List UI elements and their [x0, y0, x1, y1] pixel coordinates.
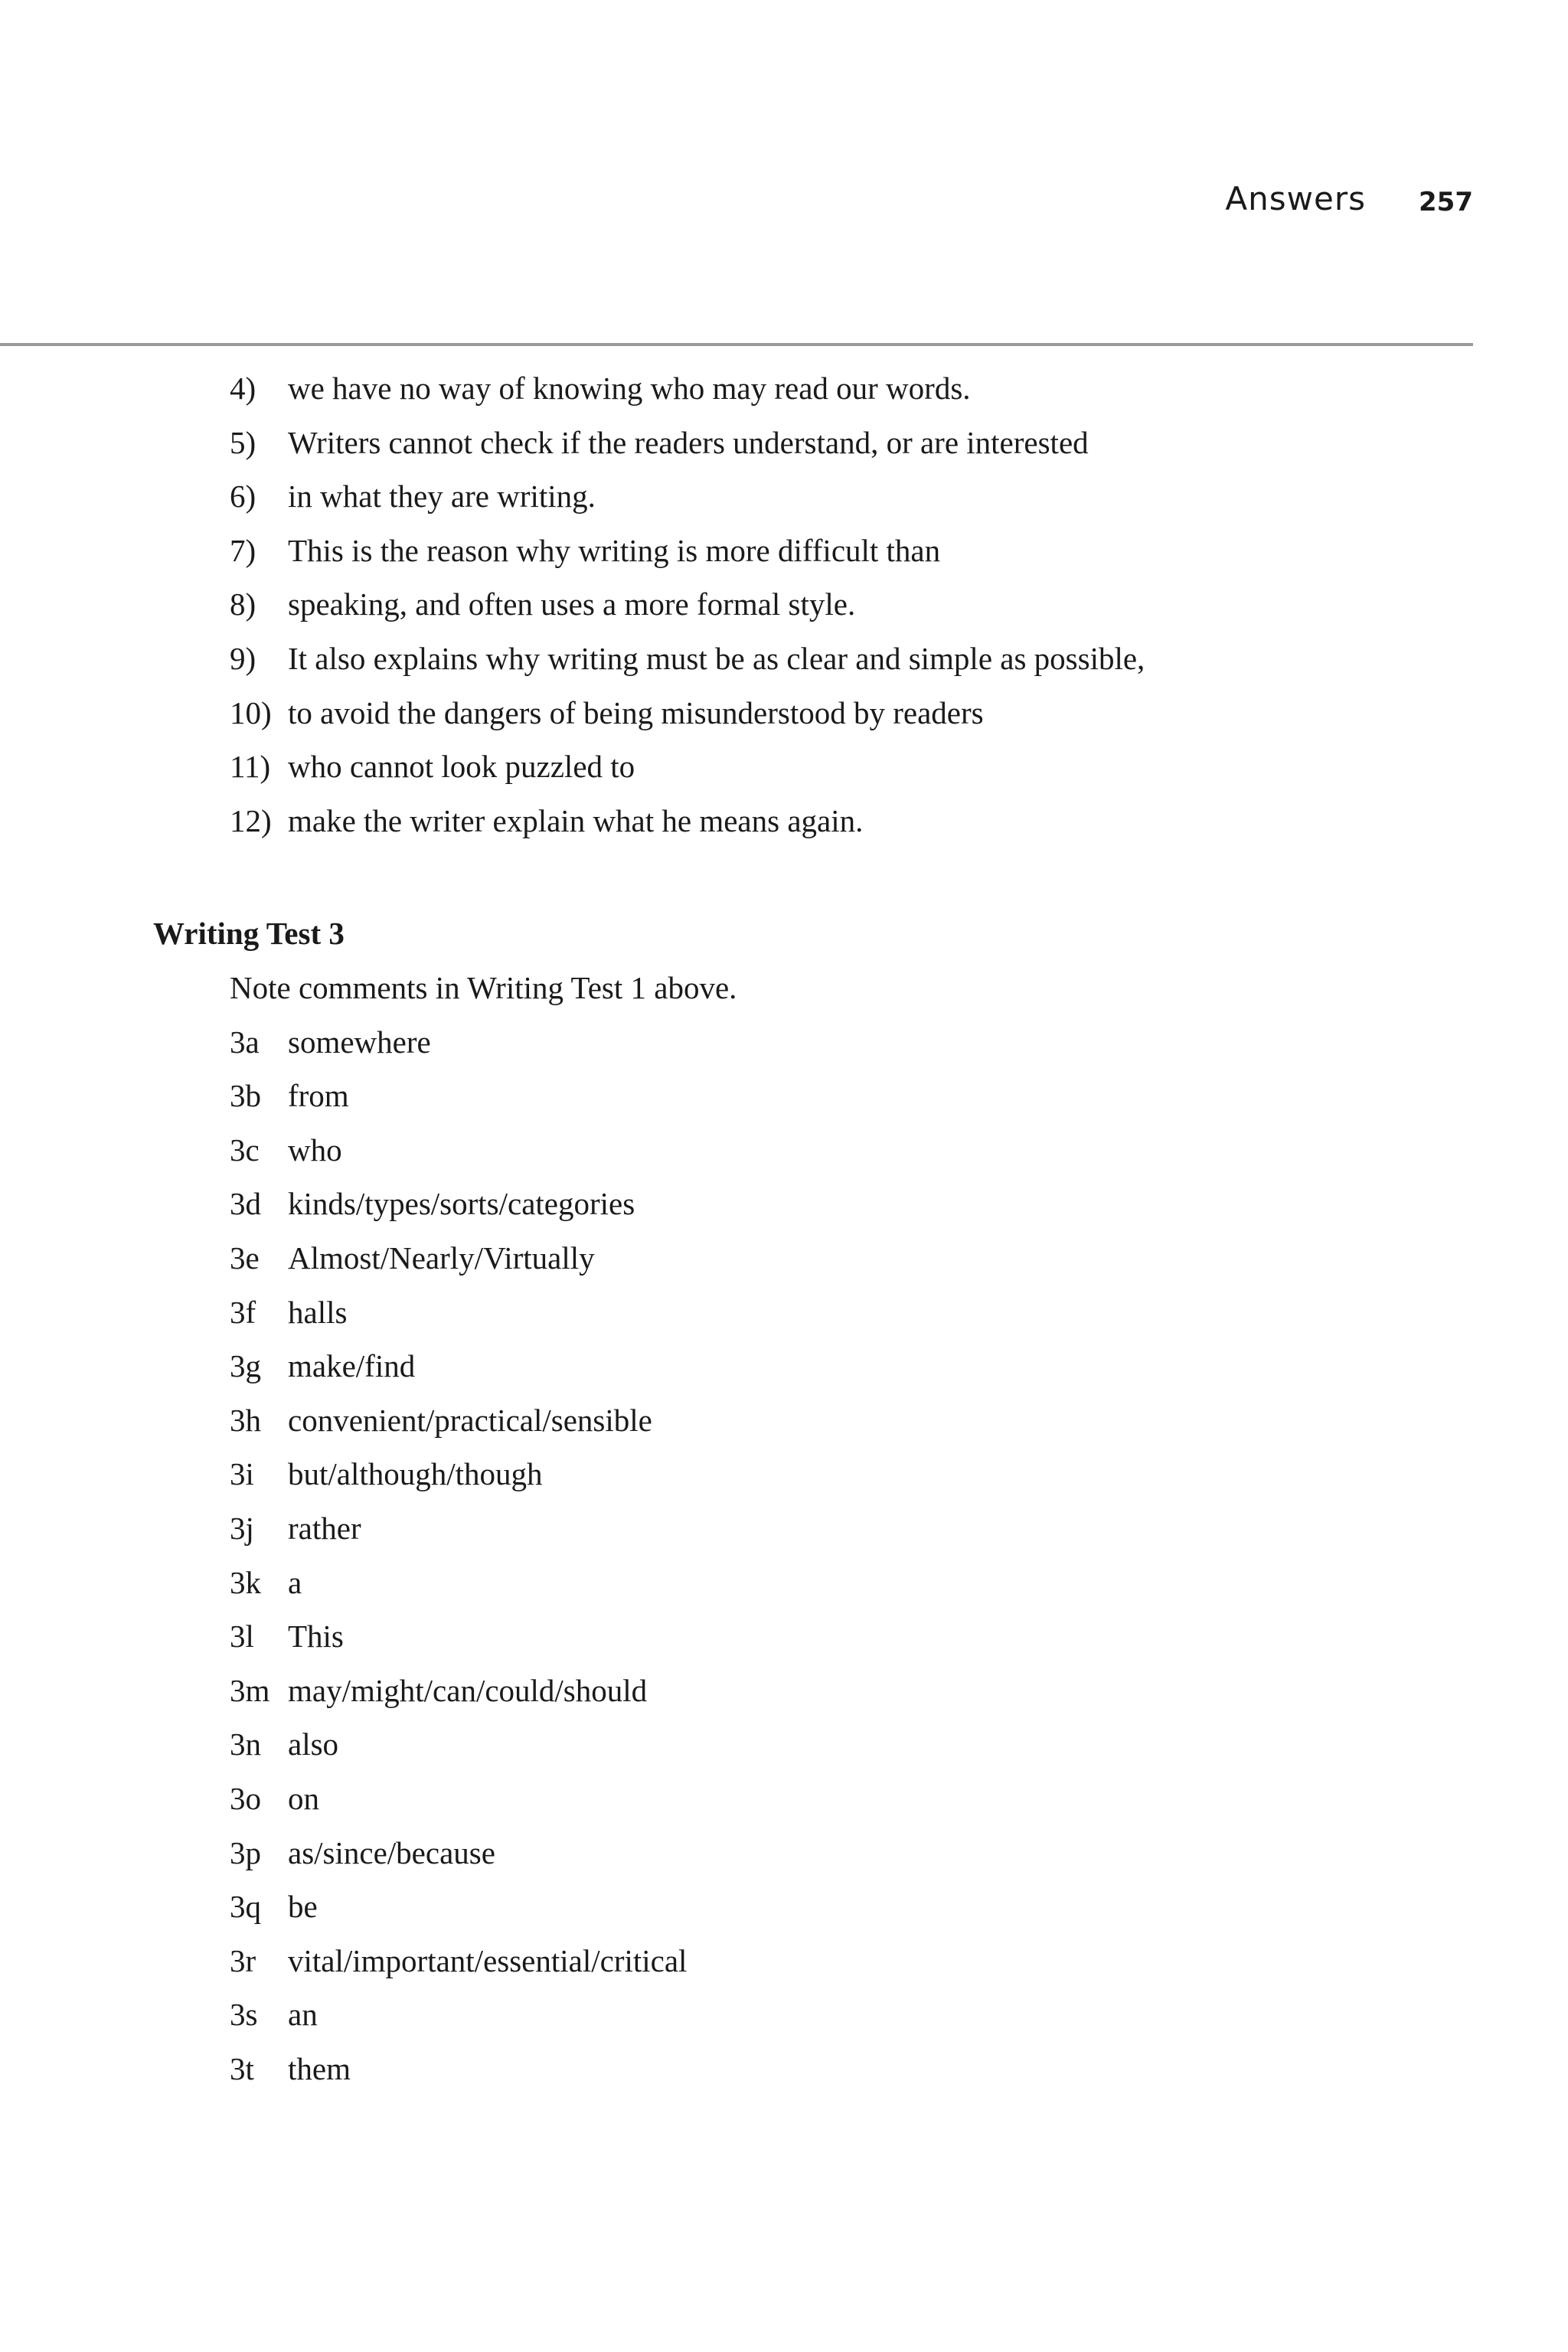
- answer-item: [230, 1339, 737, 1393]
- answer-text: as/since/because: [288, 1834, 495, 1870]
- line-text: in what they are writing.: [288, 479, 596, 514]
- answer-text: Almost/Nearly/Virtually: [288, 1240, 595, 1276]
- answer-text: halls: [288, 1294, 348, 1330]
- answer-text: from: [288, 1078, 349, 1114]
- answer-item: [230, 1447, 737, 1501]
- list-item: [230, 632, 1145, 686]
- list-item: [230, 794, 1145, 848]
- answer-key: 3c: [230, 1132, 260, 1168]
- answer-key: 3s: [230, 1997, 258, 2033]
- answer-item: [230, 2042, 737, 2096]
- answer-key: 3d: [230, 1186, 261, 1222]
- answer-text: a: [288, 1564, 302, 1600]
- writing-test-3-body: [230, 961, 737, 2096]
- line-number: 4): [230, 371, 256, 406]
- section-heading-writing-test-3: Writing Test 3: [153, 916, 345, 951]
- line-text: who cannot look puzzled to: [288, 749, 635, 785]
- answer-key: 3g: [230, 1348, 261, 1384]
- section-note: Note comments in Writing Test 1 above.: [230, 970, 737, 1005]
- answer-text: This: [288, 1619, 344, 1655]
- line-text: to avoid the dangers of being misunderstood by readers: [288, 694, 984, 730]
- answer-text: them: [288, 2050, 351, 2086]
- answer-key: 3n: [230, 1726, 261, 1762]
- line-text: This is the reason why writing is more difficult than: [288, 532, 941, 568]
- answer-item: [230, 1717, 737, 1772]
- line-text: we have no way of knowing who may read our words.: [288, 371, 971, 406]
- answer-text: kinds/types/sorts/categories: [288, 1186, 635, 1222]
- answer-key: 3p: [230, 1834, 261, 1870]
- answer-text: but/although/though: [288, 1456, 543, 1492]
- list-item: [230, 686, 1145, 740]
- answer-key: 3a: [230, 1024, 260, 1060]
- answer-key: 3o: [230, 1780, 261, 1816]
- answer-key: 3b: [230, 1078, 261, 1114]
- answer-key: 3r: [230, 1942, 256, 1978]
- answer-key: 3m: [230, 1672, 270, 1708]
- answer-item: [230, 1285, 737, 1340]
- header-divider: [0, 343, 1473, 346]
- list-item: [230, 577, 1145, 632]
- answer-item: [230, 1393, 737, 1448]
- answer-item: [230, 1556, 737, 1610]
- answer-key: 3i: [230, 1456, 254, 1492]
- answer-text: be: [288, 1889, 318, 1925]
- line-text: make the writer explain what he means again.: [288, 802, 864, 838]
- page-number: 257: [1419, 187, 1473, 217]
- answer-item: [230, 1664, 737, 1718]
- line-number: 8): [230, 586, 256, 622]
- answer-text: an: [288, 1997, 318, 2033]
- answer-text: convenient/practical/sensible: [288, 1402, 652, 1438]
- line-number: 7): [230, 532, 256, 568]
- line-text: Writers cannot check if the readers understand, or are interested: [288, 424, 1089, 460]
- answer-item: [230, 1880, 737, 1934]
- answer-text: also: [288, 1726, 339, 1762]
- list-item: [230, 469, 1145, 524]
- answer-key: 3h: [230, 1402, 261, 1438]
- answer-text: who: [288, 1132, 342, 1168]
- list-item: [230, 361, 1145, 416]
- line-number: 5): [230, 424, 256, 460]
- answer-key: 3k: [230, 1564, 261, 1600]
- answer-item: [230, 1015, 737, 1070]
- answer-text: may/might/can/could/should: [288, 1672, 648, 1708]
- answer-text: vital/important/essential/critical: [288, 1942, 688, 1978]
- answer-item: [230, 1609, 737, 1664]
- answer-item: [230, 1123, 737, 1178]
- answer-text: on: [288, 1780, 319, 1816]
- answer-text: make/find: [288, 1348, 416, 1384]
- answer-item: [230, 1988, 737, 2042]
- answer-item: [230, 1772, 737, 1826]
- header-section-title: Answers: [1225, 180, 1366, 217]
- continued-numbered-list: [230, 361, 1145, 848]
- line-number: 9): [230, 640, 256, 676]
- answer-item: [230, 1231, 737, 1285]
- answer-item: [230, 1934, 737, 1988]
- line-number: 6): [230, 479, 256, 514]
- line-number: 12): [230, 802, 272, 838]
- line-text: speaking, and often uses a more formal style.: [288, 586, 856, 622]
- answer-text: somewhere: [288, 1024, 431, 1060]
- list-item: [230, 524, 1145, 578]
- answer-key: 3e: [230, 1240, 260, 1276]
- line-text: It also explains why writing must be as clear and simple as possible,: [288, 640, 1145, 676]
- list-item: [230, 416, 1145, 470]
- answer-item: [230, 1069, 737, 1123]
- line-number: 11): [230, 749, 271, 785]
- answer-text: rather: [288, 1510, 361, 1546]
- list-item: [230, 740, 1145, 794]
- answer-item: [230, 1826, 737, 1880]
- answer-key: 3q: [230, 1889, 261, 1925]
- answer-key: 3l: [230, 1619, 254, 1655]
- answer-key-list: [230, 1015, 737, 2096]
- answer-item: [230, 1177, 737, 1231]
- answer-key: 3j: [230, 1510, 254, 1546]
- answer-item: [230, 1501, 737, 1556]
- answer-key: 3t: [230, 2050, 254, 2086]
- answer-key: 3f: [230, 1294, 256, 1330]
- line-number: 10): [230, 694, 272, 730]
